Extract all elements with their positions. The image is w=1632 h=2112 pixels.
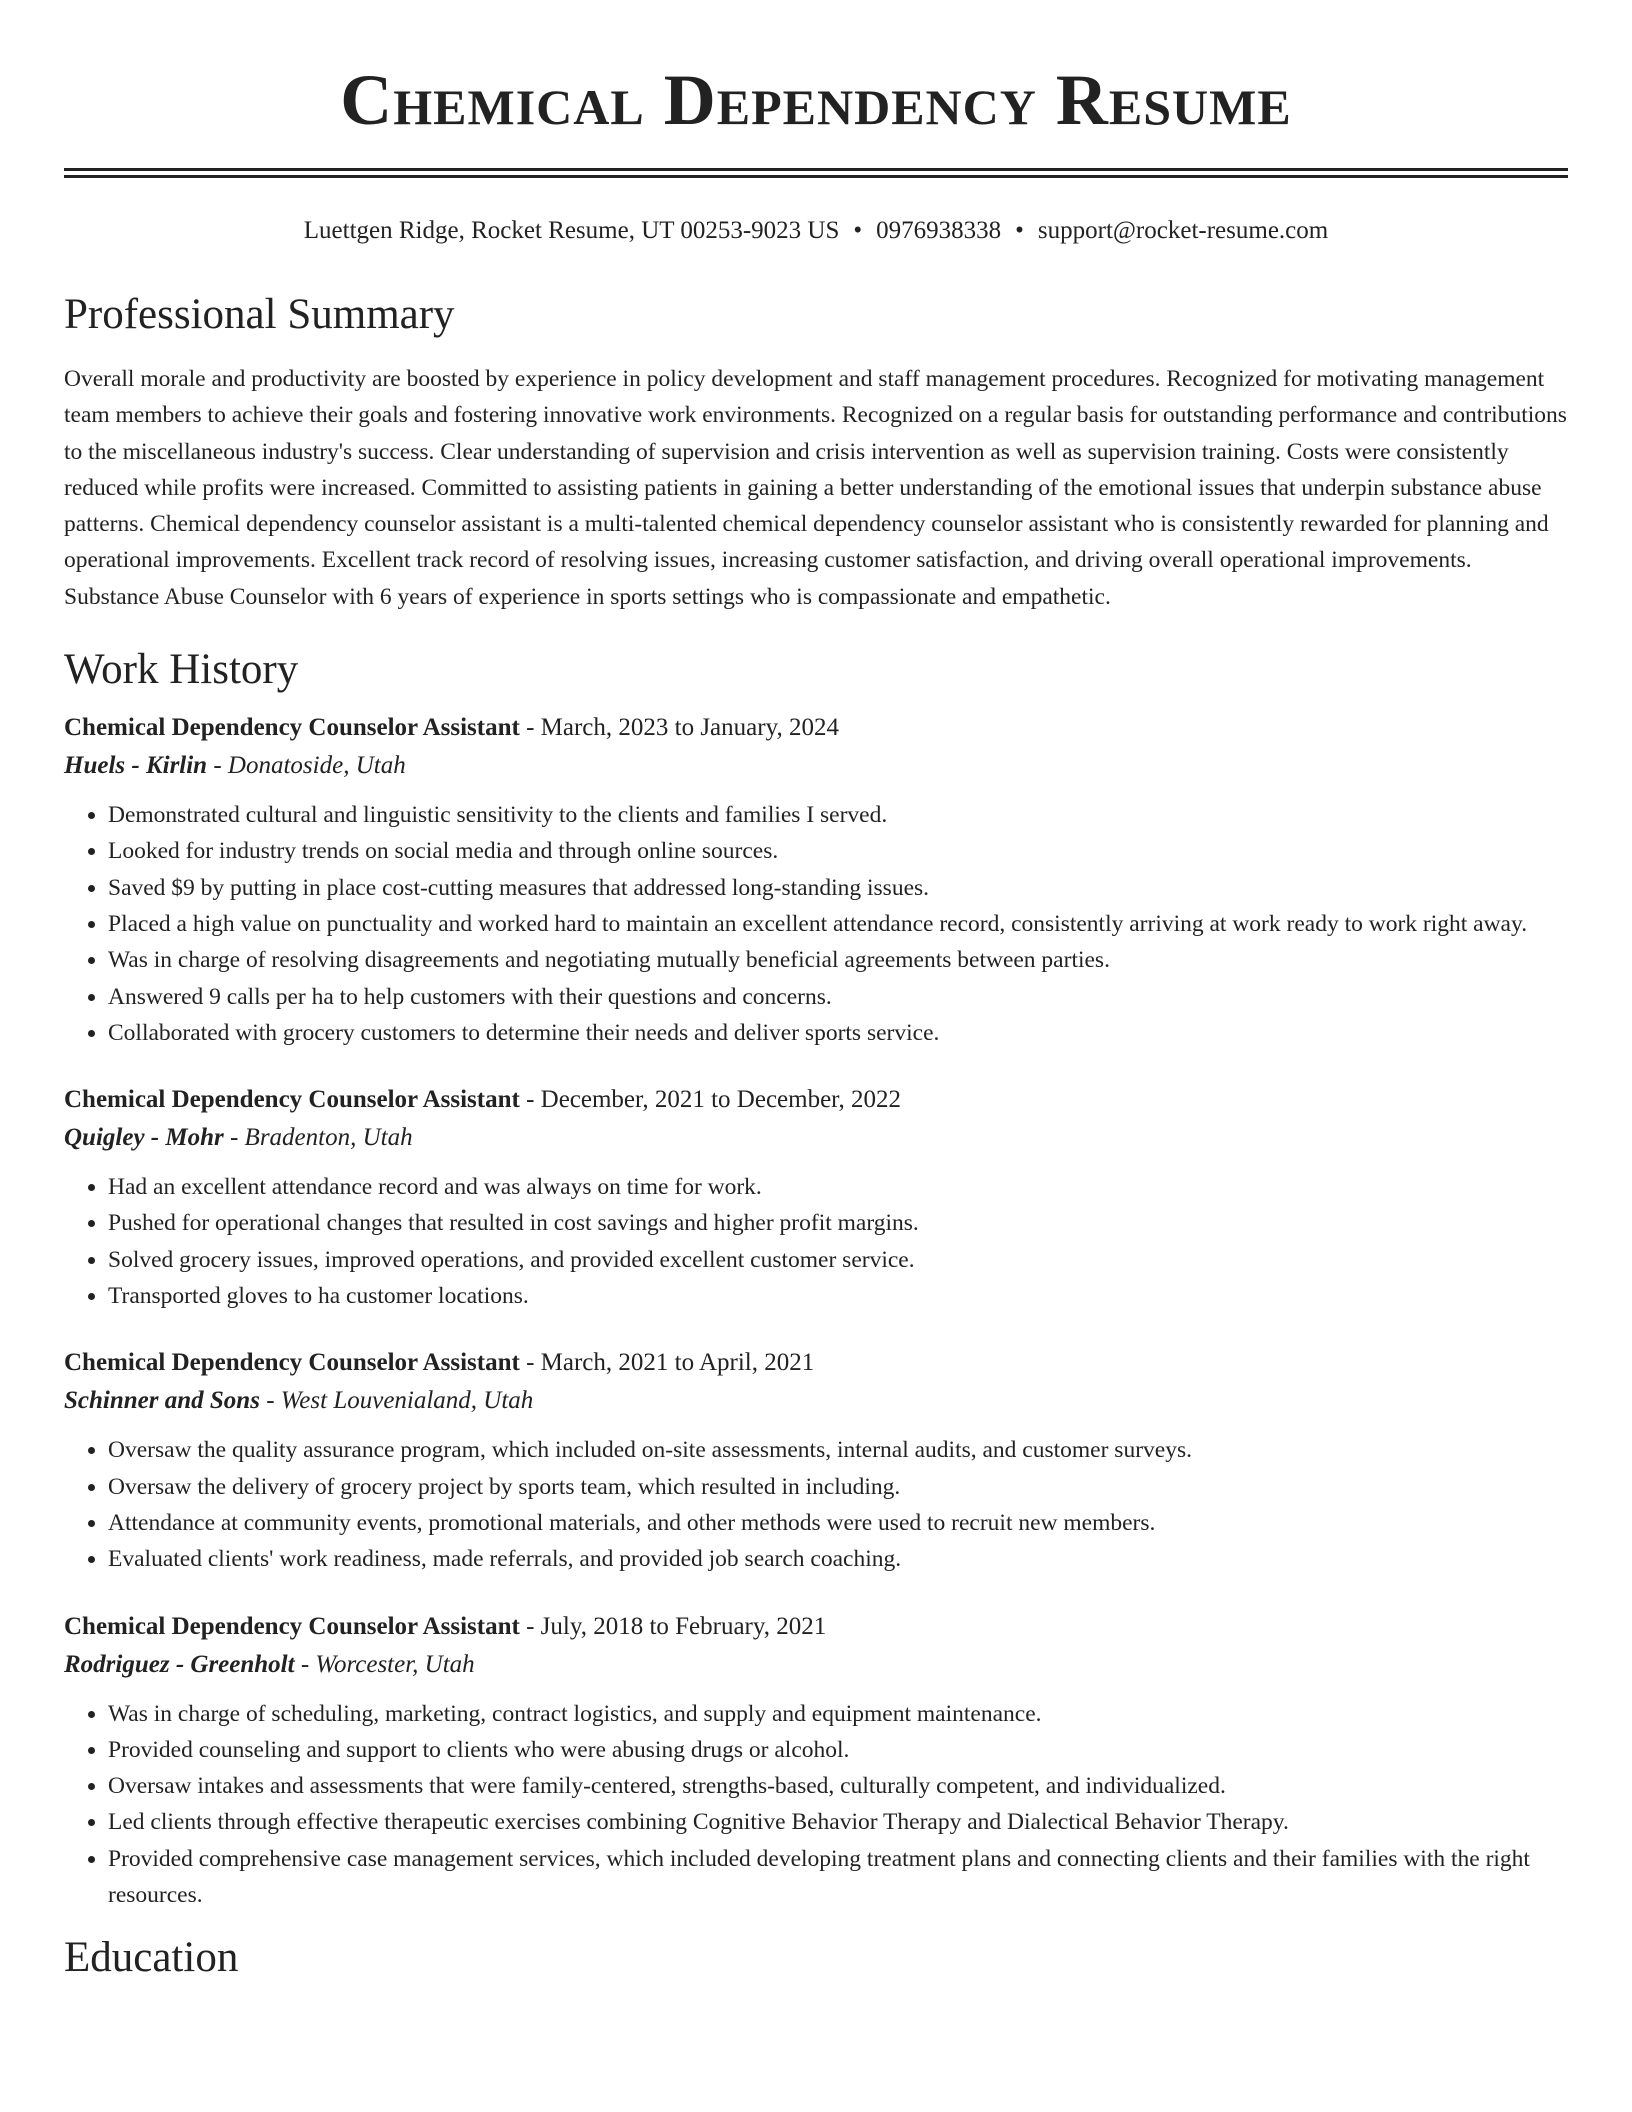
- contact-separator: •: [1015, 217, 1024, 244]
- job-entry: [64, 709, 1568, 1051]
- duty-item: • Oversaw the quality assurance program, which included on-site assessments, internal audits, and customer surveys.: [108, 1432, 1568, 1468]
- duty-item: • Placed a high value on punctuality and worked hard to maintain an excellent attendance record, consistently arriving at work ready to work right away.: [108, 906, 1568, 942]
- contact-email: support@rocket-resume.com: [1037, 217, 1329, 244]
- duty-item: • Oversaw the delivery of grocery project by sports team, which resulted in including.: [108, 1469, 1568, 1505]
- duty-item: • Had an excellent attendance record and was always on time for work.: [108, 1169, 1568, 1205]
- duty-item: • Looked for industry trends on social media and through online sources.: [108, 833, 1568, 869]
- summary-heading: Professional Summary: [64, 291, 455, 338]
- job-entry: [64, 1081, 1568, 1314]
- duty-item: • Demonstrated cultural and linguistic sensitivity to the clients and families I served.: [108, 797, 1568, 833]
- duty-item: • Attendance at community events, promotional materials, and other methods were used to recruit new members.: [108, 1505, 1568, 1541]
- contact-line: [64, 214, 1568, 248]
- job-entry: [64, 1608, 1568, 1914]
- contact-phone: 0976938338: [876, 217, 1002, 244]
- duty-item: • Was in charge of resolving disagreements and negotiating mutually beneficial agreements between parties.: [108, 942, 1568, 978]
- job-dates: - December, 2021 to December, 2022: [519, 1086, 902, 1114]
- education-heading: Education: [64, 1934, 239, 1982]
- resume-page: [64, 0, 1568, 1983]
- duty-item: • Pushed for operational changes that resulted in cost savings and higher profit margins.: [108, 1205, 1568, 1241]
- job-duties: [64, 797, 1568, 1051]
- job-dates: - March, 2021 to April, 2021: [519, 1349, 815, 1377]
- company-line: [64, 1382, 1568, 1420]
- job-title-line: [64, 1344, 1568, 1382]
- job-title: Chemical Dependency Counselor Assistant: [64, 1086, 520, 1114]
- company-location: - Worcester, Utah: [294, 1650, 475, 1678]
- duty-item: • Provided comprehensive case management services, which included developing treatment plans and connecting clients and their families with the right resources.: [108, 1841, 1568, 1914]
- summary-text: Overall morale and productivity are boosted by experience in policy development and staff management procedures. Recognized for motivating management team members to achieve their goals and fostering innovative work environments. Recognized on a regular basis for outstanding performance and contributions to the miscellaneous industry's success. Clear understanding of supervision and crisis intervention as well as supervision training. Costs were consistently reduced while profits were increased. Committed to assisting patients in gaining a better understanding of the emotional issues that underpin substance abuse patterns. Chemical dependency counselor assistant is a multi-talented chemical dependency counselor assistant who is consistently rewarded for planning and operational improvements. Excellent track record of resolving issues, increasing customer satisfaction, and driving overall operational improvements. Substance Abuse Counselor with 6 years of experience in sports settings who is compassionate and empathetic.: [64, 366, 1567, 610]
- job-title: Chemical Dependency Counselor Assistant: [64, 714, 520, 742]
- company-line: [64, 1646, 1568, 1684]
- title-divider: [64, 168, 1568, 178]
- duty-item: • Saved $9 by putting in place cost-cutting measures that addressed long-standing issues.: [108, 870, 1568, 906]
- job-title-line: [64, 1081, 1568, 1119]
- work-history-heading: Work History: [64, 646, 299, 694]
- company-name: Rodriguez - Greenholt: [64, 1650, 295, 1678]
- contact-separator: •: [853, 217, 863, 244]
- duty-item: • Was in charge of scheduling, marketing, contract logistics, and supply and equipment maintenance.: [108, 1696, 1568, 1732]
- company-location: - West Louvenialand, Utah: [259, 1387, 534, 1415]
- duty-item: • Collaborated with grocery customers to determine their needs and deliver sports service.: [108, 1015, 1568, 1051]
- duty-item: • Transported gloves to ha customer locations.: [108, 1278, 1568, 1314]
- company-name: Schinner and Sons: [64, 1387, 260, 1415]
- resume-title: Chemical Dependency Resume: [340, 60, 1292, 140]
- job-title: Chemical Dependency Counselor Assistant: [64, 1612, 520, 1640]
- company-name: Huels - Kirlin: [64, 752, 208, 780]
- company-name: Quigley - Mohr: [64, 1124, 224, 1152]
- duty-item: • Led clients through effective therapeutic exercises combining Cognitive Behavior Therapy and Dialectical Behavior Therapy.: [108, 1804, 1568, 1840]
- company-line: [64, 1119, 1568, 1157]
- job-entry: [64, 1344, 1568, 1577]
- company-line: [64, 747, 1568, 785]
- duty-item: • Evaluated clients' work readiness, made referrals, and provided job search coaching.: [108, 1541, 1568, 1577]
- duty-item: • Answered 9 calls per ha to help customers with their questions and concerns.: [108, 979, 1568, 1015]
- duty-item: • Oversaw intakes and assessments that were family-centered, strengths-based, culturally competent, and individualized.: [108, 1768, 1568, 1804]
- contact-address: Luettgen Ridge, Rocket Resume, UT 00253-9023 US: [303, 217, 840, 244]
- job-title-line: [64, 1608, 1568, 1646]
- job-duties: [64, 1432, 1568, 1577]
- duty-item: • Provided counseling and support to clients who were abusing drugs or alcohol.: [108, 1732, 1568, 1768]
- company-location: - Bradenton, Utah: [223, 1124, 413, 1152]
- job-dates: - March, 2023 to January, 2024: [519, 714, 839, 742]
- job-duties: [64, 1169, 1568, 1314]
- job-dates: - July, 2018 to February, 2021: [519, 1612, 827, 1640]
- duty-item: • Solved grocery issues, improved operations, and provided excellent customer service.: [108, 1242, 1568, 1278]
- company-location: - Donatoside, Utah: [207, 752, 406, 780]
- job-title-line: [64, 709, 1568, 747]
- job-duties: [64, 1696, 1568, 1914]
- job-title: Chemical Dependency Counselor Assistant: [64, 1349, 520, 1377]
